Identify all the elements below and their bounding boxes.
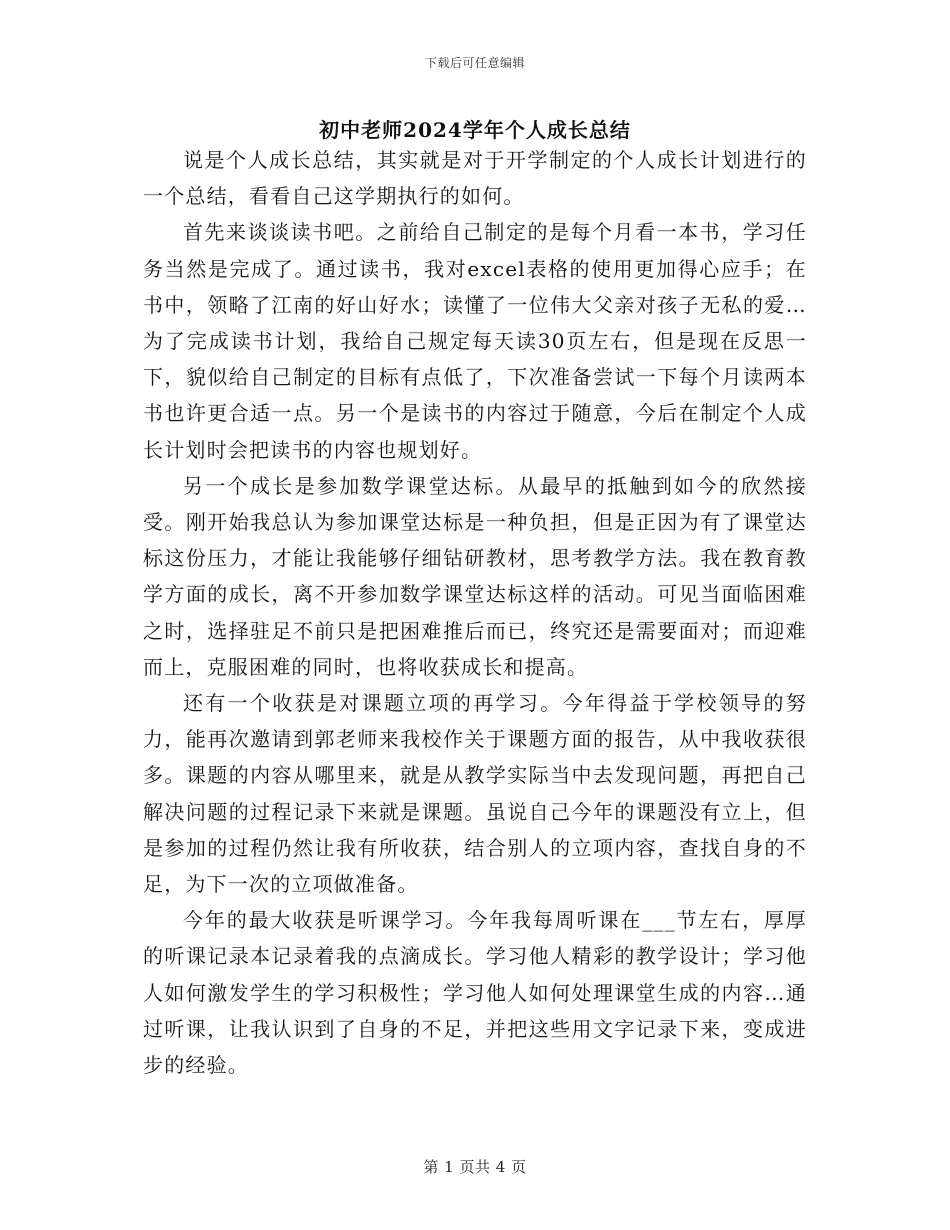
document-title: 初中老师2024学年个人成长总结 <box>319 118 631 142</box>
document-body <box>143 142 807 1083</box>
paragraph-math-class: 另一个成长是参加数学课堂达标。从最早的抵触到如今的欣然接受。刚开始我总认为参加课堂达标是一种负担，但是正因为有了课堂达标这份压力，才能让我能够仔细钻研教材，思考教学方法。我在教育教学方面的成长，离不开参加数学课堂达标这样的活动。可见当面临困难之时，选择驻足不前只是把困难推后而已，终究还是需要面对；而迎难而上，克服困难的同时，也将收获成长和提高。 <box>143 473 807 679</box>
paragraph-reading: 首先来谈谈读书吧。之前给自己制定的是每个月看一本书，学习任务当然是完成了。通过读书，我对excel表格的使用更加得心应手；在书中，领略了江南的好山好水；读懂了一位伟大父亲对孩子无私的爱…为了完成读书计划，我给自己规定每天读30页左右，但是现在反思一下，貌似给自己制定的目标有点低了，下次准备尝试一下每个月读两本书也许更合适一点。另一个是读书的内容过于随意，今后在制定个人成长计划时会把读书的内容也规划好。 <box>143 220 807 462</box>
paragraph-intro: 说是个人成长总结，其实就是对于开学制定的个人成长计划进行的一个总结，看看自己这学期执行的如何。 <box>143 148 807 209</box>
header-note: 下载后可任意编辑 <box>424 56 525 70</box>
paragraph-research-topic: 还有一个收获是对课题立项的再学习。今年得益于学校领导的努力，能再次邀请到郭老师来我校作关于课题方面的报告，从中我收获很多。课题的内容从哪里来，就是从教学实际当中去发现问题，再把自己解决问题的过程记录下来就是课题。虽说自己今年的课题没有立上，但是参加的过程仍然让我有所收获，结合别人的立项内容，查找自身的不足，为下一次的立项做准备。 <box>143 691 807 897</box>
paragraph-lesson-observation: 今年的最大收获是听课学习。今年我每周听课在___节左右，厚厚的听课记录本记录着我的点滴成长。学习他人精彩的教学设计；学习他人如何激发学生的学习积极性；学习他人如何处理课堂生成的内容…通过听课，让我认识到了自身的不足，并把这些用文字记录下来，变成进步的经验。 <box>143 908 807 1078</box>
page-number: 第 1 页共 4 页 <box>423 1158 527 1176</box>
